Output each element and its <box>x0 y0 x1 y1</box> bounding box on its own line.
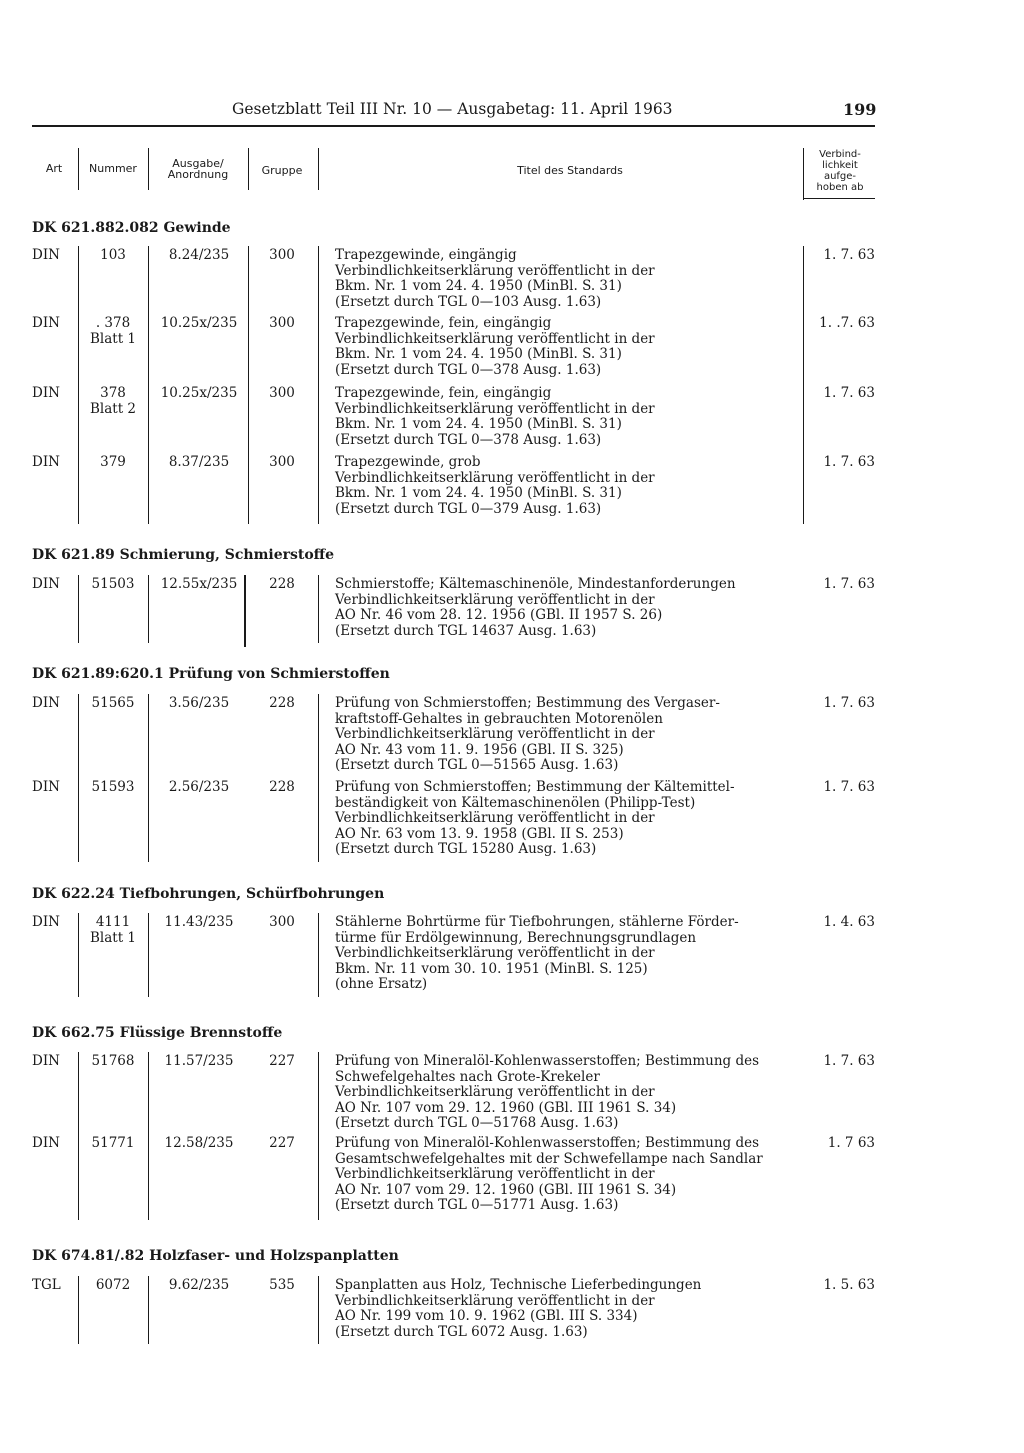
titel-line: Verbindlichkeitserklärung veröffentlicht in der <box>335 400 655 417</box>
verbindlich-cell: 1. .7. 63 <box>819 315 875 331</box>
titel-line: Stählerne Bohrtürme für Tiefbohrungen, stählerne Förder- <box>335 914 739 930</box>
column-divider <box>78 694 79 862</box>
art-cell: DIN <box>32 454 60 470</box>
titel-line: Trapezgewinde, fein, eingängig <box>335 315 552 331</box>
titel-line: Verbindlichkeitserklärung veröffentlicht in der <box>335 1292 655 1309</box>
titel-line: türme für Erdölgewinnung, Berechnungsgrundlagen <box>335 929 697 946</box>
art-cell: DIN <box>32 576 60 592</box>
nummer: 51771 <box>91 1135 135 1151</box>
titel-line: (Ersetzt durch TGL 0—378 Ausg. 1.63) <box>335 361 602 378</box>
nummer-cell <box>80 1054 146 1070</box>
titel-line: Verbindlichkeitserklärung veröffentlicht in der <box>335 330 655 347</box>
ausgabe-cell: 8.24/235 <box>168 247 230 263</box>
ausgabe-cell: 9.62/235 <box>168 1277 230 1293</box>
column-divider <box>148 1052 149 1220</box>
verbindlich-cell: 1. 5. 63 <box>823 1277 875 1293</box>
header-bottom-rule <box>803 198 875 199</box>
column-divider <box>803 246 804 524</box>
titel-line: Verbindlichkeitserklärung veröffentlicht in der <box>335 945 655 961</box>
nummer: 51565 <box>91 695 135 711</box>
ausgabe-cell: 11.43/235 <box>164 914 234 930</box>
column-header-verb-line4: hoben ab <box>816 182 864 193</box>
nummer-cell <box>80 316 146 347</box>
column-divider <box>148 246 149 524</box>
gruppe-cell: 300 <box>269 315 295 331</box>
titel-line: Verbindlichkeitserklärung veröffentlicht in der <box>335 469 655 486</box>
art-cell: TGL <box>32 1277 61 1293</box>
art-cell: DIN <box>32 1053 60 1069</box>
art-cell: DIN <box>32 914 60 930</box>
titel-line: Trapezgewinde, fein, eingängig <box>335 385 552 401</box>
column-divider <box>318 1276 319 1344</box>
column-divider <box>318 694 319 862</box>
titel-line: Verbindlichkeitserklärung veröffentlicht in der <box>335 591 655 608</box>
column-header-verb-line1: Verbind- <box>819 149 861 160</box>
section-heading: DK 662.75 Flüssige Brennstoffe <box>32 1025 283 1041</box>
ausgabe-cell: 12.58/235 <box>164 1135 234 1151</box>
titel-cell <box>335 316 797 378</box>
column-divider <box>244 575 246 647</box>
running-head: Gesetzblatt Teil III Nr. 10 — Ausgabetag: 11. April 1963 <box>232 100 673 118</box>
verbindlich-cell: 1. 7. 63 <box>823 1053 875 1069</box>
titel-line: (ohne Ersatz) <box>335 976 428 992</box>
gruppe-cell: 228 <box>269 576 295 592</box>
header-divider <box>148 148 149 190</box>
titel-cell <box>335 915 797 993</box>
nummer-blatt: Blatt 1 <box>89 929 137 946</box>
titel-line: kraftstoff-Gehaltes in gebrauchten Motorenölen <box>335 710 663 727</box>
column-divider <box>78 1276 79 1344</box>
section-heading: DK 674.81/.82 Holzfaser- und Holzspanplatten <box>32 1248 399 1264</box>
verbindlich-cell: 1. 7. 63 <box>823 779 875 795</box>
nummer-cell <box>80 696 146 712</box>
ausgabe-cell: 8.37/235 <box>168 454 230 470</box>
gruppe-cell: 300 <box>269 385 295 401</box>
titel-line: Prüfung von Schmierstoffen; Bestimmung der Kältemittel- <box>335 779 735 795</box>
section-heading: DK 621.89:620.1 Prüfung von Schmierstoffen <box>32 666 390 682</box>
nummer-cell <box>80 915 146 946</box>
nummer: 4111 <box>95 914 131 930</box>
art-cell: DIN <box>32 1135 60 1151</box>
column-divider <box>78 1052 79 1220</box>
titel-line: AO Nr. 107 vom 29. 12. 1960 (GBl. III 1961 S. 34) <box>335 1181 677 1198</box>
titel-cell <box>335 386 797 448</box>
titel-line: Bkm. Nr. 1 vom 24. 4. 1950 (MinBl. S. 31) <box>335 346 622 362</box>
titel-line: Prüfung von Mineralöl-Kohlenwasserstoffen; Bestimmung des <box>335 1053 760 1069</box>
column-header-verb-line3: aufge- <box>823 171 857 182</box>
nummer-cell <box>80 577 146 593</box>
gruppe-cell: 227 <box>269 1053 295 1069</box>
column-divider <box>318 913 319 997</box>
header-divider <box>248 148 249 190</box>
titel-cell <box>335 780 797 858</box>
nummer-cell <box>80 1136 146 1152</box>
nummer: 51593 <box>91 779 135 795</box>
gruppe-cell: 228 <box>269 779 295 795</box>
column-divider <box>78 246 79 524</box>
titel-line: Bkm. Nr. 1 vom 24. 4. 1950 (MinBl. S. 31) <box>335 278 622 294</box>
titel-line: Schwefelgehaltes nach Grote-Krekeler <box>335 1068 600 1085</box>
titel-line: (Ersetzt durch TGL 15280 Ausg. 1.63) <box>335 841 597 857</box>
titel-cell <box>335 1136 797 1214</box>
verbindlich-cell: 1. 7. 63 <box>823 576 875 592</box>
titel-line: AO Nr. 43 vom 11. 9. 1956 (GBl. II S. 325) <box>335 741 624 758</box>
nummer: . 378 <box>95 315 131 331</box>
titel-line: Prüfung von Mineralöl-Kohlenwasserstoffen; Bestimmung des <box>335 1135 760 1151</box>
column-divider <box>148 913 149 997</box>
gruppe-cell: 535 <box>269 1277 295 1293</box>
nummer-blatt: Blatt 2 <box>89 400 137 417</box>
titel-line: AO Nr. 107 vom 29. 12. 1960 (GBl. III 1961 S. 34) <box>335 1099 677 1116</box>
art-cell: DIN <box>32 385 60 401</box>
titel-cell <box>335 696 797 774</box>
titel-line: Verbindlichkeitserklärung veröffentlicht in der <box>335 810 655 826</box>
nummer: 51503 <box>91 576 135 592</box>
nummer-cell <box>80 455 146 471</box>
verbindlich-cell: 1. 7 63 <box>827 1135 875 1151</box>
art-cell: DIN <box>32 247 60 263</box>
ausgabe-cell: 12.55x/235 <box>160 576 238 592</box>
column-header-ausgabe-line1: Ausgabe/ <box>172 157 224 170</box>
gruppe-cell: 227 <box>269 1135 295 1151</box>
section-heading: DK 621.882.082 Gewinde <box>32 220 231 236</box>
ausgabe-cell: 10.25x/235 <box>160 385 238 401</box>
nummer: 51768 <box>91 1053 135 1069</box>
nummer-cell <box>80 248 146 264</box>
titel-line: (Ersetzt durch TGL 14637 Ausg. 1.63) <box>335 622 597 639</box>
ausgabe-cell: 3.56/235 <box>168 695 230 711</box>
column-divider <box>148 694 149 862</box>
column-header-nummer: Nummer <box>89 162 137 175</box>
titel-line: (Ersetzt durch TGL 0—103 Ausg. 1.63) <box>335 293 602 310</box>
column-divider <box>78 913 79 997</box>
titel-line: Verbindlichkeitserklärung veröffentlicht in der <box>335 726 655 742</box>
nummer-blatt: Blatt 1 <box>89 330 137 347</box>
column-divider <box>318 246 319 524</box>
verbindlich-cell: 1. 4. 63 <box>823 914 875 930</box>
column-divider <box>318 1052 319 1220</box>
section-heading: DK 621.89 Schmierung, Schmierstoffe <box>32 547 335 563</box>
titel-cell <box>335 1278 797 1340</box>
titel-line: AO Nr. 63 vom 13. 9. 1958 (GBl. II S. 253) <box>335 825 624 842</box>
page-number: 199 <box>843 100 877 119</box>
column-divider <box>148 1276 149 1344</box>
column-divider <box>318 575 319 643</box>
titel-line: Schmierstoffe; Kältemaschinenöle, Mindestanforderungen <box>335 576 736 592</box>
column-header-art: Art <box>45 162 63 175</box>
gruppe-cell: 300 <box>269 454 295 470</box>
header-divider <box>78 148 79 190</box>
titel-line: Prüfung von Schmierstoffen; Bestimmung des Vergaser- <box>335 695 720 711</box>
titel-line: Bkm. Nr. 1 vom 24. 4. 1950 (MinBl. S. 31) <box>335 485 622 501</box>
verbindlich-cell: 1. 7. 63 <box>823 385 875 401</box>
verbindlich-cell: 1. 7. 63 <box>823 247 875 263</box>
gruppe-cell: 300 <box>269 914 295 930</box>
titel-line: (Ersetzt durch TGL 6072 Ausg. 1.63) <box>335 1323 588 1340</box>
titel-line: Bkm. Nr. 11 vom 30. 10. 1951 (MinBl. S. 125) <box>335 960 648 977</box>
titel-cell <box>335 248 797 310</box>
titel-line: Verbindlichkeitserklärung veröffentlicht in der <box>335 1166 655 1182</box>
titel-line: Verbindlichkeitserklärung veröffentlicht in der <box>335 1084 655 1100</box>
column-divider <box>78 575 79 643</box>
nummer: 6072 <box>95 1277 131 1293</box>
titel-cell <box>335 455 797 517</box>
header-divider <box>318 148 319 190</box>
verbindlich-cell: 1. 7. 63 <box>823 454 875 470</box>
column-divider <box>248 246 249 524</box>
header-rule <box>32 125 875 127</box>
column-header-verbindlichkeit <box>805 149 875 193</box>
ausgabe-cell: 11.57/235 <box>164 1053 234 1069</box>
titel-line: (Ersetzt durch TGL 0—51771 Ausg. 1.63) <box>335 1197 619 1213</box>
nummer: 379 <box>100 454 126 470</box>
section-heading: DK 622.24 Tiefbohrungen, Schürfbohrungen <box>32 886 385 902</box>
art-cell: DIN <box>32 315 60 331</box>
column-divider <box>148 575 149 643</box>
nummer-cell <box>80 1278 146 1294</box>
column-header-titel: Titel des Standards <box>517 164 623 177</box>
titel-line: Trapezgewinde, grob <box>335 454 481 470</box>
titel-line: (Ersetzt durch TGL 0—378 Ausg. 1.63) <box>335 431 602 448</box>
column-header-verb-line2: lichkeit <box>822 160 858 171</box>
nummer: 378 <box>100 385 126 401</box>
titel-line: (Ersetzt durch TGL 0—51768 Ausg. 1.63) <box>335 1115 619 1131</box>
titel-line: Gesamtschwefelgehaltes mit der Schwefellampe nach Sandlar <box>335 1150 763 1167</box>
ausgabe-cell: 10.25x/235 <box>160 315 238 331</box>
nummer-cell <box>80 386 146 417</box>
gruppe-cell: 228 <box>269 695 295 711</box>
titel-line: AO Nr. 199 vom 10. 9. 1962 (GBl. III S. 334) <box>335 1308 638 1324</box>
art-cell: DIN <box>32 695 60 711</box>
column-header-ausgabe-line2: Anordnung <box>167 168 229 181</box>
titel-line: AO Nr. 46 vom 28. 12. 1956 (GBl. II 1957 S. 26) <box>335 607 663 623</box>
column-header-gruppe: Gruppe <box>261 164 303 177</box>
nummer-cell <box>80 780 146 796</box>
nummer: 103 <box>100 247 126 263</box>
column-header-ausgabe <box>148 158 248 180</box>
ausgabe-cell: 2.56/235 <box>168 779 230 795</box>
titel-line: Verbindlichkeitserklärung veröffentlicht in der <box>335 262 655 279</box>
titel-line: (Ersetzt durch TGL 0—379 Ausg. 1.63) <box>335 500 602 517</box>
titel-line: beständigkeit von Kältemaschinenölen (Philipp-Test) <box>335 794 696 811</box>
verbindlich-cell: 1. 7. 63 <box>823 695 875 711</box>
titel-line: Bkm. Nr. 1 vom 24. 4. 1950 (MinBl. S. 31) <box>335 416 622 432</box>
titel-line: (Ersetzt durch TGL 0—51565 Ausg. 1.63) <box>335 757 619 773</box>
titel-line: Trapezgewinde, eingängig <box>335 247 517 263</box>
titel-cell <box>335 577 797 639</box>
titel-line: Spanplatten aus Holz, Technische Lieferbedingungen <box>335 1277 702 1293</box>
art-cell: DIN <box>32 779 60 795</box>
gruppe-cell: 300 <box>269 247 295 263</box>
header-divider <box>803 148 804 200</box>
titel-cell <box>335 1054 797 1132</box>
